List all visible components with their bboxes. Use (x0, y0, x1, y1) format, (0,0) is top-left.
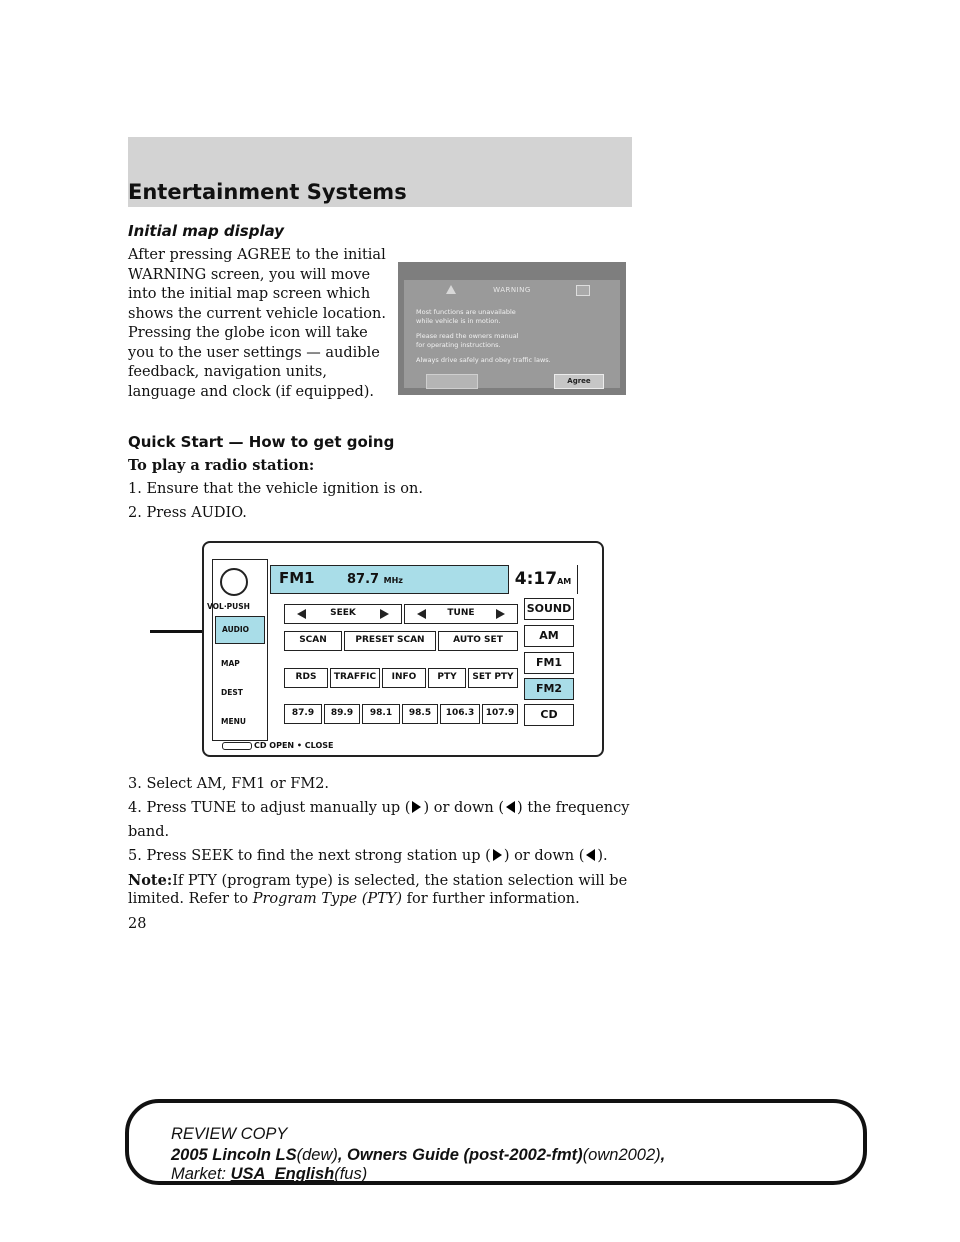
step-4-text: 4. Press TUNE to adjust manually up ( (128, 800, 411, 816)
preset-button: 89.9 (324, 704, 360, 724)
preset-scan-button: PRESET SCAN (344, 631, 436, 651)
pty-button: PTY (428, 668, 466, 688)
seek-down-icon (297, 609, 306, 619)
preset-button: 106.3 (440, 704, 480, 724)
seek-button (284, 604, 402, 624)
clock-time: 4:17 (514, 569, 558, 589)
stamp-text: , Owners Guide (post-2002-fmt) (337, 1146, 583, 1164)
audio-button: AUDIO (215, 616, 265, 644)
clock-readout (508, 565, 577, 594)
step-5 (128, 847, 608, 867)
dest-button: DEST (221, 688, 243, 697)
up-arrow-icon (493, 849, 502, 861)
stamp-text: (dew) (296, 1146, 338, 1164)
stamp-line-1: REVIEW COPY (171, 1125, 288, 1143)
down-arrow-icon (586, 849, 595, 861)
step-5-text: ). (597, 848, 608, 864)
review-copy-stamp (125, 1099, 867, 1185)
fm1-button: FM1 (524, 652, 574, 674)
step-3: 3. Select AM, FM1 or FM2. (128, 776, 330, 792)
info-button: INFO (382, 668, 426, 688)
clock-ampm: AM (557, 577, 572, 586)
frequency-unit: MHz (383, 576, 403, 585)
step-4 (128, 799, 629, 819)
cd-button: CD (524, 704, 574, 726)
vol-push-label: VOL·PUSH (207, 602, 250, 611)
radio-control-panel (202, 541, 604, 757)
stamp-text: , (660, 1146, 666, 1164)
warning-title: WARNING (493, 286, 531, 294)
note (128, 871, 627, 892)
page-number: 28 (128, 916, 147, 932)
page-header-title: Entertainment Systems (128, 180, 407, 204)
step-5-text: 5. Press SEEK to find the next strong station up ( (128, 848, 491, 864)
menu-button: MENU (221, 717, 246, 726)
stamp-line-2 (171, 1146, 665, 1165)
step-4-cont: band. (128, 824, 170, 840)
tune-up-icon (496, 609, 505, 619)
intro-paragraph: After pressing AGREE to the initial WARNING screen, you will move into the initial map screen which shows the current vehicle location. Pressing the globe icon will take you to the user settings — audible feedback, navigation units, language and clock (if equipped). (128, 247, 386, 400)
seek-up-icon (380, 609, 389, 619)
band-readout: FM1 (279, 569, 315, 587)
warning-line: Please read the owners manual (416, 332, 519, 340)
frequency-readout (347, 572, 403, 587)
globe-button (426, 374, 478, 389)
agree-button: Agree (554, 374, 604, 389)
am-button: AM (524, 625, 574, 647)
preset-button: 107.9 (482, 704, 518, 724)
preset-button: 98.5 (402, 704, 438, 724)
sound-button: SOUND (524, 598, 574, 620)
seek-label: SEEK (330, 608, 356, 618)
step-5-text: ) or down ( (503, 848, 585, 864)
subheading-play-radio: To play a radio station: (128, 457, 315, 474)
fm2-button: FM2 (524, 678, 574, 700)
note-text: If PTY (program type) is selected, the station selection will be (172, 873, 628, 889)
note-label: Note: (128, 872, 173, 889)
warning-line: for operating instructions. (416, 341, 501, 349)
rds-button: RDS (284, 668, 328, 688)
stamp-line-3 (171, 1165, 367, 1184)
warning-line: while vehicle is in motion. (416, 317, 501, 325)
preset-button: 98.1 (362, 704, 400, 724)
tune-down-icon (417, 609, 426, 619)
step-4-text: ) the frequency (517, 800, 630, 816)
cd-slot-icon (222, 742, 252, 750)
step-2: 2. Press AUDIO. (128, 505, 247, 521)
tune-label: TUNE (447, 608, 475, 618)
stamp-text: 2005 Lincoln LS (171, 1146, 297, 1164)
stamp-text: (own2002) (582, 1146, 661, 1164)
note-text: for further information. (402, 891, 580, 907)
set-pty-button: SET PTY (468, 668, 518, 688)
stamp-text: Market: (171, 1165, 231, 1183)
preset-button: 87.9 (284, 704, 322, 724)
cd-open-close-label: CD OPEN • CLOSE (254, 741, 334, 750)
frequency-value: 87.7 (347, 572, 380, 587)
section-heading-initial-map: Initial map display (128, 222, 285, 240)
map-button: MAP (221, 659, 240, 668)
warning-line: Always drive safely and obey traffic laws. (416, 356, 551, 364)
scan-button: SCAN (284, 631, 342, 651)
radio-display (270, 565, 578, 594)
note-text: limited. Refer to (128, 891, 253, 907)
warning-line: Most functions are unavailable (416, 308, 516, 316)
warning-screen-image (398, 262, 626, 395)
auto-set-button: AUTO SET (438, 631, 518, 651)
left-button-column (207, 559, 268, 741)
section-heading-quick-start: Quick Start — How to get going (128, 433, 395, 451)
note-cont (128, 890, 580, 910)
step-1: 1. Ensure that the vehicle ignition is on. (128, 481, 423, 497)
pointer-arrow-line (150, 630, 205, 633)
note-reference: Program Type (PTY) (252, 891, 403, 907)
volume-knob (220, 568, 248, 596)
step-4-text: ) or down ( (423, 800, 505, 816)
stamp-text: USA_English (230, 1165, 335, 1183)
tune-button (404, 604, 518, 624)
traffic-button: TRAFFIC (330, 668, 380, 688)
stamp-text: (fus) (334, 1165, 368, 1183)
down-arrow-icon (506, 801, 515, 813)
up-arrow-icon (412, 801, 421, 813)
